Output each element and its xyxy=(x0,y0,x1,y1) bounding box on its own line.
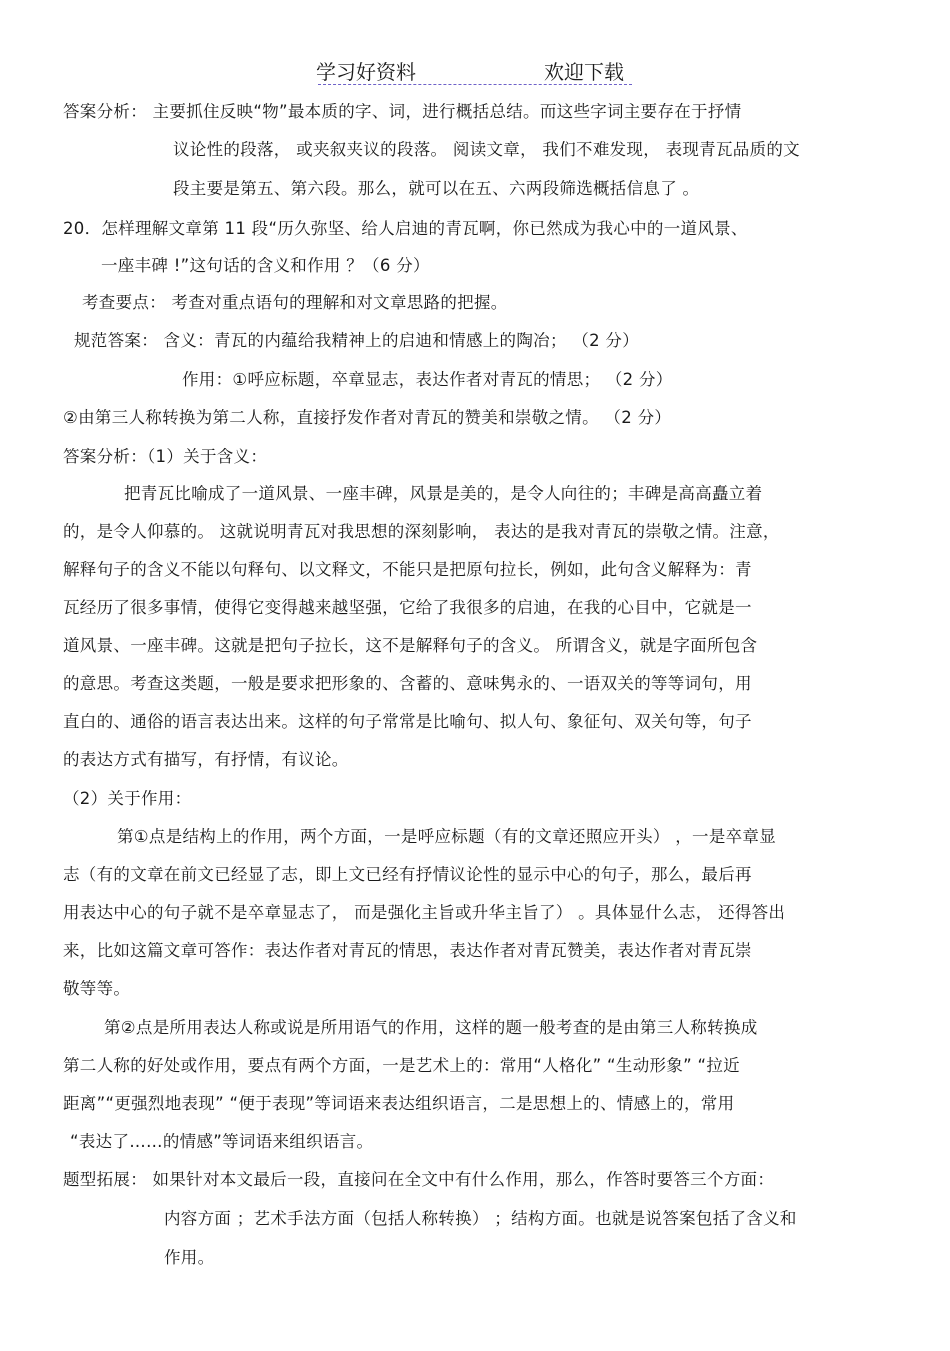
question-extension-line-1: 题型拓展： 如果针对本文最后一段，直接问在全文中有什么作用，那么，作答时要答三个方面： xyxy=(63,1170,775,1189)
standard-answer-function-2: ②由第三人称转换为第二人称，直接抒发作者对青瓦的赞美和崇敬之情。 （2 分） xyxy=(63,408,672,427)
answer-analysis-line-3: 段主要是第五、第六段。那么，就可以在五、六两段筛选概括信息了 。 xyxy=(173,179,700,198)
analysis-meaning-line-2: 的，是令人仰慕的。 这就说明青瓦对我思想的深刻影响， 表达的是我对青瓦的崇敬之情。注意， xyxy=(63,522,780,541)
analysis-meaning-line-8: 的表达方式有描写，有抒情，有议论。 xyxy=(63,750,349,769)
analysis-meaning-line-6: 的意思。考查这类题，一般是要求把形象的、含蓄的、意味隽永的、一语双关的等等词句，用 xyxy=(63,674,752,693)
answer-analysis-line-1: 答案分析： 主要抓住反映“物”最本质的字、词，进行概括总结。而这些字词主要存在于抒情 xyxy=(63,102,742,121)
analysis-heading-function: （2）关于作用： xyxy=(63,789,192,808)
question-extension-line-3: 作用。 xyxy=(164,1248,215,1267)
question-20-line-1: 20．怎样理解文章第 11 段“历久弥坚、给人启迪的青瓦啊，你已然成为我心中的一道风景、 xyxy=(63,219,748,238)
analysis-heading-meaning: 答案分析：（1）关于含义： xyxy=(63,447,268,466)
exam-points: 考查要点： 考查对重点语句的理解和对文章思路的把握。 xyxy=(82,293,508,312)
analysis-meaning-line-3: 解释句子的含义不能以句释句、以文释文，不能只是把原句拉长，例如，此句含义解释为：青 xyxy=(63,560,752,579)
analysis-function-line-2: 志（有的文章在前文已经显了志，即上文已经有抒情议论性的显示中心的句子，那么，最后再 xyxy=(63,865,752,884)
analysis-meaning-line-1: 把青瓦比喻成了一道风景、一座丰碑，风景是美的，是令人向往的；丰碑是高高矗立着 xyxy=(124,484,763,503)
header-left: 学习好资料 xyxy=(316,60,416,84)
question-20-line-2: 一座丰碑 !”这句话的含义和作用 ？（6 分） xyxy=(101,256,430,275)
standard-answer-function-1: 作用：①呼应标题，卒章显志，表达作者对青瓦的情思； （2 分） xyxy=(182,370,673,389)
analysis-meaning-line-5: 道风景、一座丰碑。这就是把句子拉长，这不是解释句子的含义。 所谓含义，就是字面所包含 xyxy=(63,636,758,655)
analysis-person-line-4: “表达了……的情感”等词语来组织语言。 xyxy=(70,1132,374,1151)
answer-analysis-line-2: 议论性的段落， 或夹叙夹议的段落。 阅读文章， 我们不难发现， 表现青瓦品质的文 xyxy=(173,140,800,159)
header-right: 欢迎下载 xyxy=(544,60,624,84)
standard-answer-meaning: 规范答案： 含义：青瓦的内蕴给我精神上的启迪和情感上的陶冶； （2 分） xyxy=(74,331,640,350)
analysis-person-line-1: 第②点是所用表达人称或说是所用语气的作用，这样的题一般考查的是由第三人称转换成 xyxy=(104,1018,758,1037)
analysis-person-line-2: 第二人称的好处或作用，要点有两个方面，一是艺术上的：常用“人格化” “生动形象” “拉近 xyxy=(63,1056,740,1075)
analysis-meaning-line-7: 直白的、通俗的语言表达出来。这样的句子常常是比喻句、拟人句、象征句、双关句等，句子 xyxy=(63,712,752,731)
analysis-function-line-5: 敬等等。 xyxy=(63,979,131,998)
header-dashed-underline xyxy=(318,84,632,85)
question-extension-line-2: 内容方面 ；艺术手法方面（包括人称转换） ；结构方面。也就是说答案包括了含义和 xyxy=(164,1209,797,1228)
analysis-person-line-3: 距离”“更强烈地表现” “便于表现”等词语来表达组织语言，二是思想上的、情感上的，常用 xyxy=(63,1094,735,1113)
analysis-function-line-3: 用表达中心的句子就不是卒章显志了， 而是强化主旨或升华主旨了） 。具体显什么志， 还得答出 xyxy=(63,903,786,922)
analysis-function-line-1: 第①点是结构上的作用，两个方面，一是呼应标题（有的文章还照应开头） ，一是卒章显 xyxy=(117,827,777,846)
analysis-meaning-line-4: 瓦经历了很多事情，使得它变得越来越坚强，它给了我很多的启迪，在我的心目中，它就是一 xyxy=(63,598,752,617)
analysis-function-line-4: 来，比如这篇文章可答作：表达作者对青瓦的情思，表达作者对青瓦赞美，表达作者对青瓦崇 xyxy=(63,941,752,960)
